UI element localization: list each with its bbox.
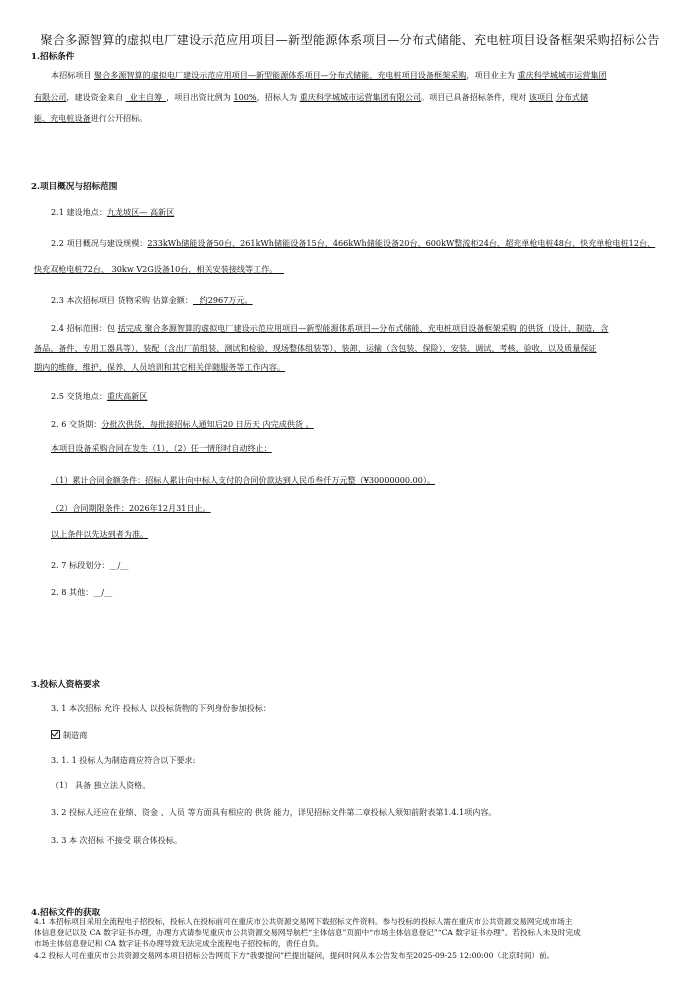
page-title: 聚合多源智算的虚拟电厂建设示范应用项目—新型能源体系项目—分布式储能、充电桩项目设备框架采购招标公告 — [40, 33, 660, 47]
value: 聚合多源智算的虚拟电厂建设示范应用项目—新型能源体系项目—分布式储能、充电桩项目设备框架采购 的供货（设计、制造，含 — [141, 323, 609, 333]
manufacturer-option — [51, 729, 87, 741]
text: ，招标人为 — [256, 92, 300, 102]
checkbox-checked-icon — [51, 730, 60, 739]
label: 2.1 建设地点： — [51, 207, 107, 217]
value: _ — [277, 264, 285, 274]
text: 。项目已具备招标条件，现对 — [421, 92, 529, 102]
label: 2.5 交货地点： — [51, 391, 107, 401]
label: 2. 7 标段划分： — [51, 560, 110, 570]
scope-cont: 能、充电桩设备 — [34, 113, 91, 123]
text: ，项目出资比例为 — [166, 92, 234, 102]
item-4-2: 4.2 投标人可在重庆市公共资源交易网本项目招标公告网页下方“我要提问”栏提出疑问，提问时间从本公告发布至2025-09-25 12:00:00（北京时间）前。 — [34, 951, 555, 960]
item-2-8 — [51, 587, 112, 598]
item-2-3 — [51, 295, 253, 306]
item-2-2-cont — [34, 264, 284, 275]
label: 2.2 项目概况与建设规模： — [51, 238, 148, 248]
termination-note — [51, 443, 272, 454]
value: （2）合同期限条件：2026年12月31日止。 — [51, 503, 211, 513]
text: ，项目业主为 — [466, 70, 518, 80]
value: 本项目设备采购合同在发生（1）、（2）任一情形时自动终止： — [51, 443, 272, 453]
item-2-6 — [51, 419, 314, 430]
item-3-2: 3. 2 投标人还应在业绩、资金 、人员 等方面具有相应的 供货 能力，详见招标文件第二章投标人须知前附表第1.4.1项内容。 — [51, 807, 497, 817]
value: __/__ — [93, 587, 113, 597]
label: 2.4 招标范围：包 — [51, 323, 118, 333]
value: 233kWh储能设备50台、261kWh储能设备15台、466kWh储能设备20台、600kW整流柜24台、超充单枪电桩48台、快充单枪电桩12台、 — [147, 238, 656, 248]
value: 备品、备件、专用工器具等）、装配（含出厂前组装、测试和检验、现场整体组装等）、装卸、运输（含包装、保险）、安装、调试、考核、验收，以及质量保证 — [34, 343, 597, 353]
label: 2. 6 交货期： — [51, 419, 102, 429]
scope: 分布式储 — [555, 92, 589, 102]
item-2-5 — [51, 391, 147, 402]
item-2-1 — [51, 207, 174, 218]
termination-cond-1 — [51, 475, 435, 486]
item-2-4-cont-2 — [34, 362, 285, 373]
project-ref: 该项目 — [528, 92, 554, 102]
termination-note-2 — [51, 529, 148, 540]
item-3-1-1-a: （1） 具备 独立法人资格。 — [51, 780, 151, 790]
tenderer-name: 重庆科学城城市运营集团有限公司 — [299, 92, 422, 102]
item-4-1-line-2: 体信息登记以及 CA 数字证书办理，办理方式请参见重庆市公共资源交易网导航栏“主体信息”页面中“市场主体信息登记”“CA 数字证书办理”。若投标人未及时完成 — [34, 928, 581, 937]
item-4-1-line-3: 市场主体信息登记和 CA 数字证书办理导致无法完成全流程电子招投标的，责任自负。 — [34, 939, 324, 948]
item-2-4-cont-1 — [34, 343, 597, 354]
fund-source: _业主自筹_ — [125, 92, 167, 102]
text: ，建设资金来自 — [66, 92, 126, 102]
value: 重庆高新区 — [106, 391, 148, 401]
text: 进行公开招标。 — [90, 113, 148, 123]
item-4-1-line-1: 4.1 本招标项目采用全流程电子招投标，投标人在投标前可在重庆市公共资源交易网下载招标文件资料。参与投标的投标人需在重庆市公共资源交易网完成市场主 — [34, 917, 573, 926]
section-1-line-1 — [51, 70, 607, 81]
value: __/__ — [109, 560, 129, 570]
label: 2. 8 其他： — [51, 587, 94, 597]
termination-cond-2 — [51, 503, 211, 514]
section-4-heading: 4.招标文件的获取 — [31, 908, 101, 918]
section-3-heading: 3.投标人资格要求 — [31, 680, 101, 690]
item-3-3: 3. 3 本 次招标 不接受 联合体投标。 — [51, 835, 182, 845]
value: 分批次供货，每批接招标人通知后20 日历天 内完成供货 。 — [101, 419, 314, 429]
section-1-heading: 1.招标条件 — [31, 52, 75, 62]
owner-name-cont: 有限公司 — [34, 92, 67, 102]
value: （1）累计合同金额条件：招标人累计向中标人支付的合同价款达到人民币叁仟万元整（¥30000000.00）。 — [51, 475, 436, 485]
item-2-7 — [51, 560, 128, 571]
value: 期内的维修、维护、保养、人员培训和其它相关伴随服务等工作内容。 — [34, 362, 285, 372]
section-2-heading: 2.项目概况与招标范围 — [31, 182, 118, 192]
text: 本招标项目 — [51, 70, 95, 80]
value: 以上条件以先达到者为准。 — [51, 529, 149, 539]
label: 2.3 本次招标项目 货物采购 估算金额： — [51, 295, 193, 305]
owner-name: 重庆科学城城市运营集团 — [517, 70, 607, 80]
section-1-line-3 — [34, 113, 147, 124]
item-3-1-1: 3. 1. 1 投标人为制造商应符合以下要求: — [51, 755, 196, 765]
project-name: 聚合多源智算的虚拟电厂建设示范应用项目—新型能源体系项目—分布式储能、充电桩项目设备框架采购 — [94, 70, 467, 80]
value: _ 约2967万元。 — [193, 295, 253, 305]
manufacturer-label: 制造商 — [63, 730, 88, 740]
fund-ratio: 100% — [233, 92, 257, 102]
item-2-4 — [51, 323, 608, 334]
value: 快充双枪电桩72台、 30kw V2G设备10台，相关安装接线等工作。 — [34, 264, 278, 274]
value: 括完成 — [117, 323, 142, 333]
item-3-1: 3. 1 本次招标 允许 投标人 以投标货物的下列身份参加投标： — [51, 703, 271, 713]
section-1-line-2 — [34, 92, 588, 103]
item-2-2 — [51, 238, 655, 249]
value: 九龙坡区— 高新区 — [106, 207, 175, 217]
